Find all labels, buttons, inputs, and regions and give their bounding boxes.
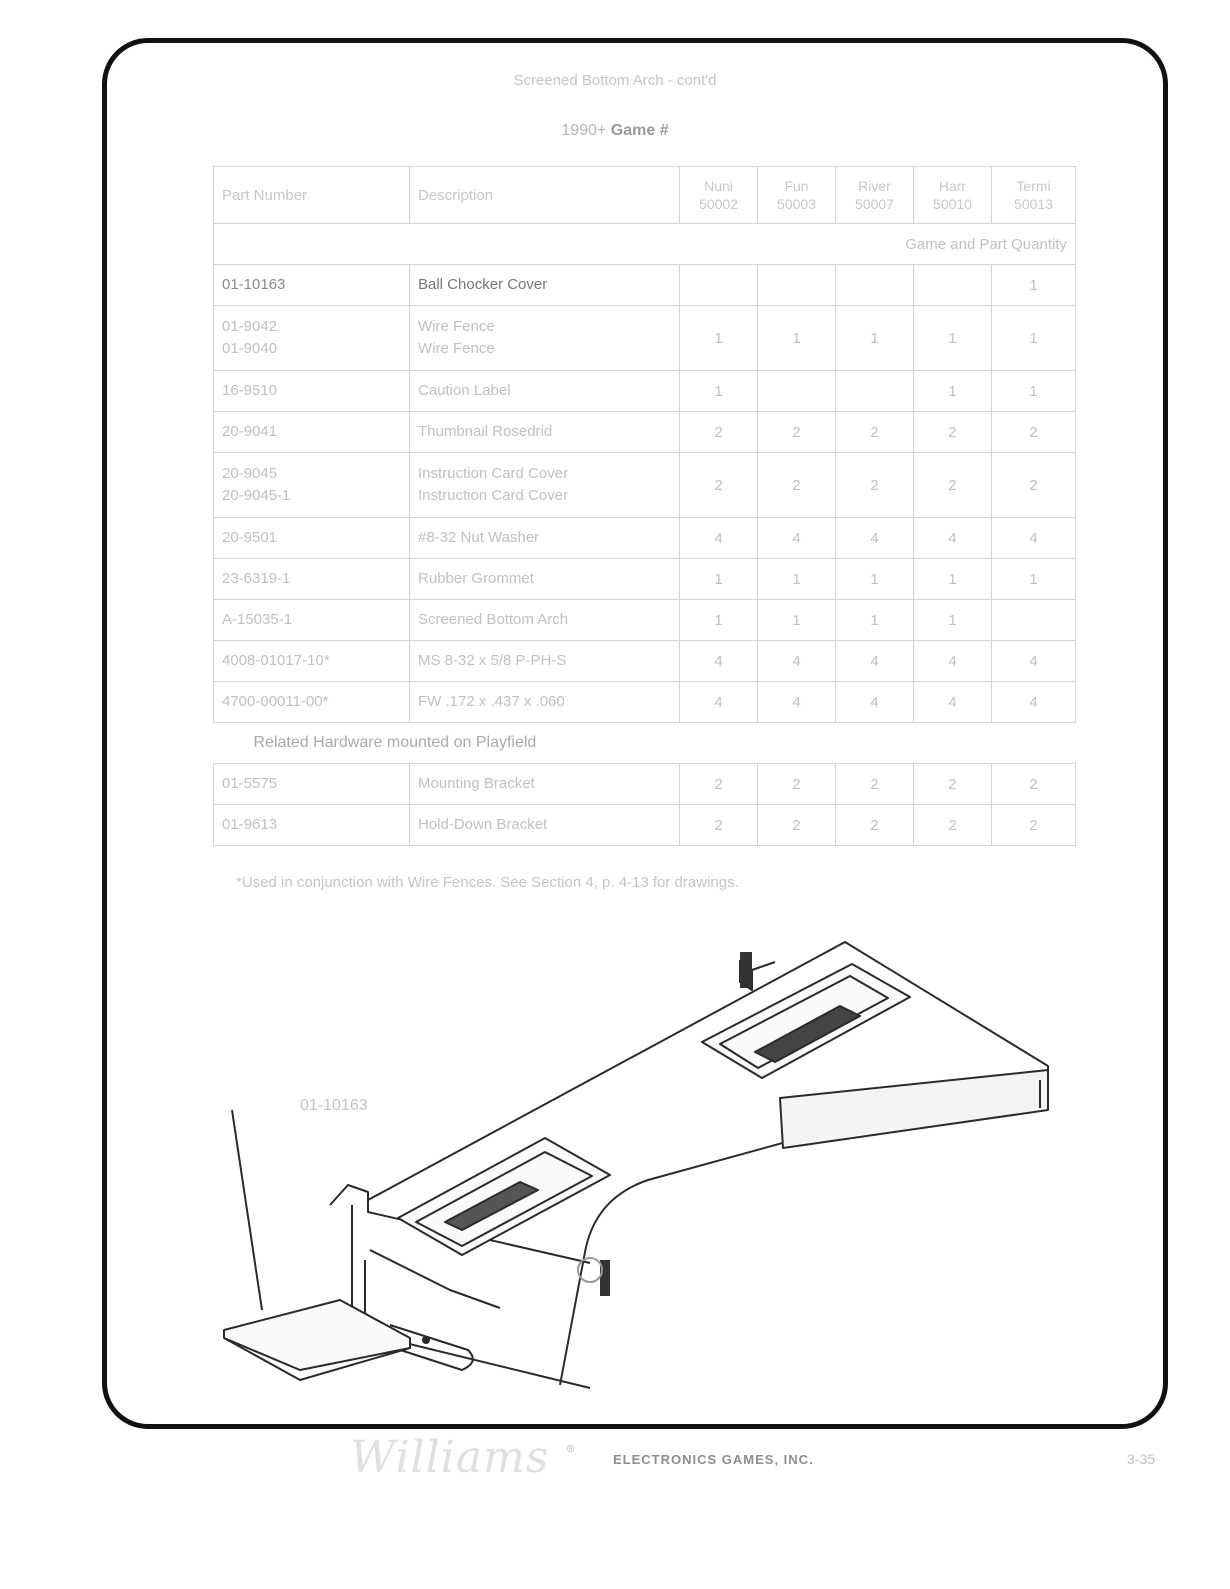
description-cell: [410, 518, 680, 559]
part-number: 20-9501: [222, 529, 278, 546]
quantity-cell: 2: [992, 764, 1076, 805]
quantity-cell: [836, 265, 914, 306]
williams-logo: Williams: [350, 1432, 550, 1483]
quantity-cell: 2: [992, 412, 1076, 453]
quantity-cell: [758, 265, 836, 306]
part-description: FW .172 x .437 x .060: [418, 693, 565, 710]
quantity-cell: 1: [680, 600, 758, 641]
arch-plate: [368, 942, 1048, 1385]
header-game-4: Harr 50010: [914, 167, 992, 224]
table-header-row: [214, 167, 1076, 224]
description-cell: [410, 265, 680, 306]
parts-rows: [214, 265, 1076, 723]
table-row: [214, 805, 1076, 846]
cover-plate: [224, 1300, 410, 1380]
quantity-cell: 2: [758, 453, 836, 518]
part-number: 23-6319-1: [222, 570, 291, 587]
part-description: Wire Fence: [418, 318, 495, 335]
related-section: [214, 723, 1076, 764]
quantity-cell: 1: [680, 559, 758, 600]
table-row: [214, 412, 1076, 453]
description-cell: [410, 764, 680, 805]
part-number: 01-9042: [222, 318, 278, 335]
quantity-cell: 1: [914, 306, 992, 371]
description-cell: [410, 412, 680, 453]
part-number-cell: [214, 371, 410, 412]
part-number-cell: [214, 641, 410, 682]
quantity-cell: 2: [914, 764, 992, 805]
quantity-cell: 1: [914, 371, 992, 412]
part-number-cell: [214, 600, 410, 641]
quantity-cell: 4: [680, 518, 758, 559]
subtitle-label: Game #: [610, 122, 669, 139]
table-row: [214, 371, 1076, 412]
header-part-number: Part Number: [214, 167, 410, 224]
quantity-cell: 4: [914, 682, 992, 723]
quantity-cell: 4: [836, 641, 914, 682]
part-number: 4700-00011-00*: [222, 693, 329, 710]
quantity-cell: 2: [992, 805, 1076, 846]
part-number: 20-9041: [222, 423, 278, 440]
quantity-cell: 2: [836, 805, 914, 846]
part-number: 01-5575: [222, 775, 278, 792]
quantity-cell: 2: [680, 412, 758, 453]
quantity-cell: 4: [992, 518, 1076, 559]
part-number: 01-9613: [222, 816, 278, 833]
table-row: [214, 764, 1076, 805]
part-number-cell: [214, 805, 410, 846]
part-description: #8-32 Nut Washer: [418, 529, 540, 546]
header-game-5: Termi 50013: [992, 167, 1076, 224]
quantity-cell: 2: [836, 453, 914, 518]
quantity-cell: 2: [914, 453, 992, 518]
quantity-cell: 1: [914, 559, 992, 600]
footnote: *Used in conjunction with Wire Fences. See Section 4, p. 4-13 for drawings.: [236, 874, 739, 891]
quantity-cell: 4: [680, 641, 758, 682]
table-row: [214, 559, 1076, 600]
table-row: [214, 682, 1076, 723]
callout-leader: [232, 1110, 262, 1310]
section-row: [214, 723, 1076, 764]
quantity-cell: 1: [680, 371, 758, 412]
subtitle-prefix: 1990+: [561, 122, 607, 139]
description-cell: [410, 559, 680, 600]
part-number: 16-9510: [222, 382, 278, 399]
quantity-cell: 4: [992, 682, 1076, 723]
quantity-cell: 1: [758, 559, 836, 600]
quantity-cell: 1: [992, 306, 1076, 371]
registered-mark: ®: [567, 1444, 575, 1455]
description-cell: [410, 641, 680, 682]
quantity-cell: 1: [836, 559, 914, 600]
header-game-1: Nuni 50002: [680, 167, 758, 224]
quantity-cell: [758, 371, 836, 412]
part-number-cell: [214, 682, 410, 723]
part-number-cell: [214, 559, 410, 600]
description-cell: [410, 600, 680, 641]
quantity-cell: 4: [680, 682, 758, 723]
part-description: Caution Label: [418, 382, 511, 399]
part-description: MS 8-32 x 5/8 P-PH-S: [418, 652, 567, 669]
quantity-cell: 1: [758, 306, 836, 371]
part-number: 01-10163: [222, 276, 286, 293]
description-cell: [410, 805, 680, 846]
quantity-cell: 2: [680, 453, 758, 518]
quantity-cell: 4: [758, 682, 836, 723]
arch-illustration: [200, 930, 1100, 1400]
part-description: Instruction Card Cover: [418, 465, 569, 482]
part-number-cell: [214, 453, 410, 518]
table-row: [214, 641, 1076, 682]
part-description: Thumbnail Rosedrid: [418, 423, 553, 440]
part-number-cell: [214, 764, 410, 805]
quantity-cell: 1: [680, 306, 758, 371]
part-number-cell: [214, 412, 410, 453]
part-description: Wire Fence: [418, 340, 495, 357]
quantity-cell: 1: [758, 600, 836, 641]
header-description: Description: [410, 167, 680, 224]
quantity-cell: 2: [992, 453, 1076, 518]
quantity-cell: 4: [758, 641, 836, 682]
part-number: 01-9040: [222, 340, 278, 357]
quantity-cell: 2: [836, 764, 914, 805]
quantity-label: Game and Part Quantity: [214, 224, 1076, 265]
part-number-cell: [214, 265, 410, 306]
quantity-cell: [680, 265, 758, 306]
callout-label: 01-10163: [300, 1097, 368, 1114]
table-row: [214, 265, 1076, 306]
quantity-cell: 2: [914, 805, 992, 846]
page-subtitle: [0, 122, 1230, 140]
quantity-cell: 1: [914, 600, 992, 641]
quantity-cell: [836, 371, 914, 412]
quantity-cell: 2: [758, 764, 836, 805]
quantity-cell: 4: [914, 518, 992, 559]
quantity-cell: 4: [836, 682, 914, 723]
description-cell: [410, 453, 680, 518]
quantity-cell: 4: [758, 518, 836, 559]
quantity-cell: 1: [836, 600, 914, 641]
quantity-cell: 1: [992, 371, 1076, 412]
part-description: Screened Bottom Arch: [418, 611, 569, 628]
description-cell: [410, 306, 680, 371]
description-cell: [410, 371, 680, 412]
header-game-2: Fun 50003: [758, 167, 836, 224]
company-name: ELECTRONICS GAMES, INC.: [613, 1452, 814, 1467]
table-row: [214, 453, 1076, 518]
part-description: Hold-Down Bracket: [418, 816, 548, 833]
quantity-cell: 2: [680, 805, 758, 846]
part-number: 20-9045: [222, 465, 278, 482]
table-row: [214, 600, 1076, 641]
quantity-cell: 1: [992, 265, 1076, 306]
quantity-header-row: [214, 224, 1076, 265]
table-row: [214, 306, 1076, 371]
quantity-cell: [992, 600, 1076, 641]
quantity-cell: 1: [836, 306, 914, 371]
quantity-cell: 4: [836, 518, 914, 559]
part-description: Rubber Grommet: [418, 570, 534, 587]
part-number: A-15035-1: [222, 611, 293, 628]
quantity-cell: 2: [836, 412, 914, 453]
quantity-cell: 2: [680, 764, 758, 805]
table-row: [214, 518, 1076, 559]
part-number-cell: [214, 306, 410, 371]
quantity-cell: 4: [992, 641, 1076, 682]
part-description: Mounting Bracket: [418, 775, 535, 792]
quantity-cell: 2: [758, 805, 836, 846]
page-title: Screened Bottom Arch - cont'd: [513, 72, 717, 89]
part-description: Ball Chocker Cover: [418, 276, 548, 293]
part-number: 20-9045-1: [222, 487, 291, 504]
part-number-cell: [214, 518, 410, 559]
part-description: Instruction Card Cover: [418, 487, 569, 504]
quantity-cell: 4: [914, 641, 992, 682]
quantity-cell: 2: [758, 412, 836, 453]
description-cell: [410, 682, 680, 723]
parts-table: [213, 166, 1076, 846]
section-label: Related Hardware mounted on Playfield: [214, 723, 1076, 764]
part-number: 4008-01017-10*: [222, 652, 330, 669]
header-game-3: River 50007: [836, 167, 914, 224]
quantity-cell: 2: [914, 412, 992, 453]
quantity-cell: 1: [992, 559, 1076, 600]
page-number: 3-35: [1127, 1451, 1156, 1467]
quantity-cell: [914, 265, 992, 306]
related-rows: [214, 764, 1076, 846]
